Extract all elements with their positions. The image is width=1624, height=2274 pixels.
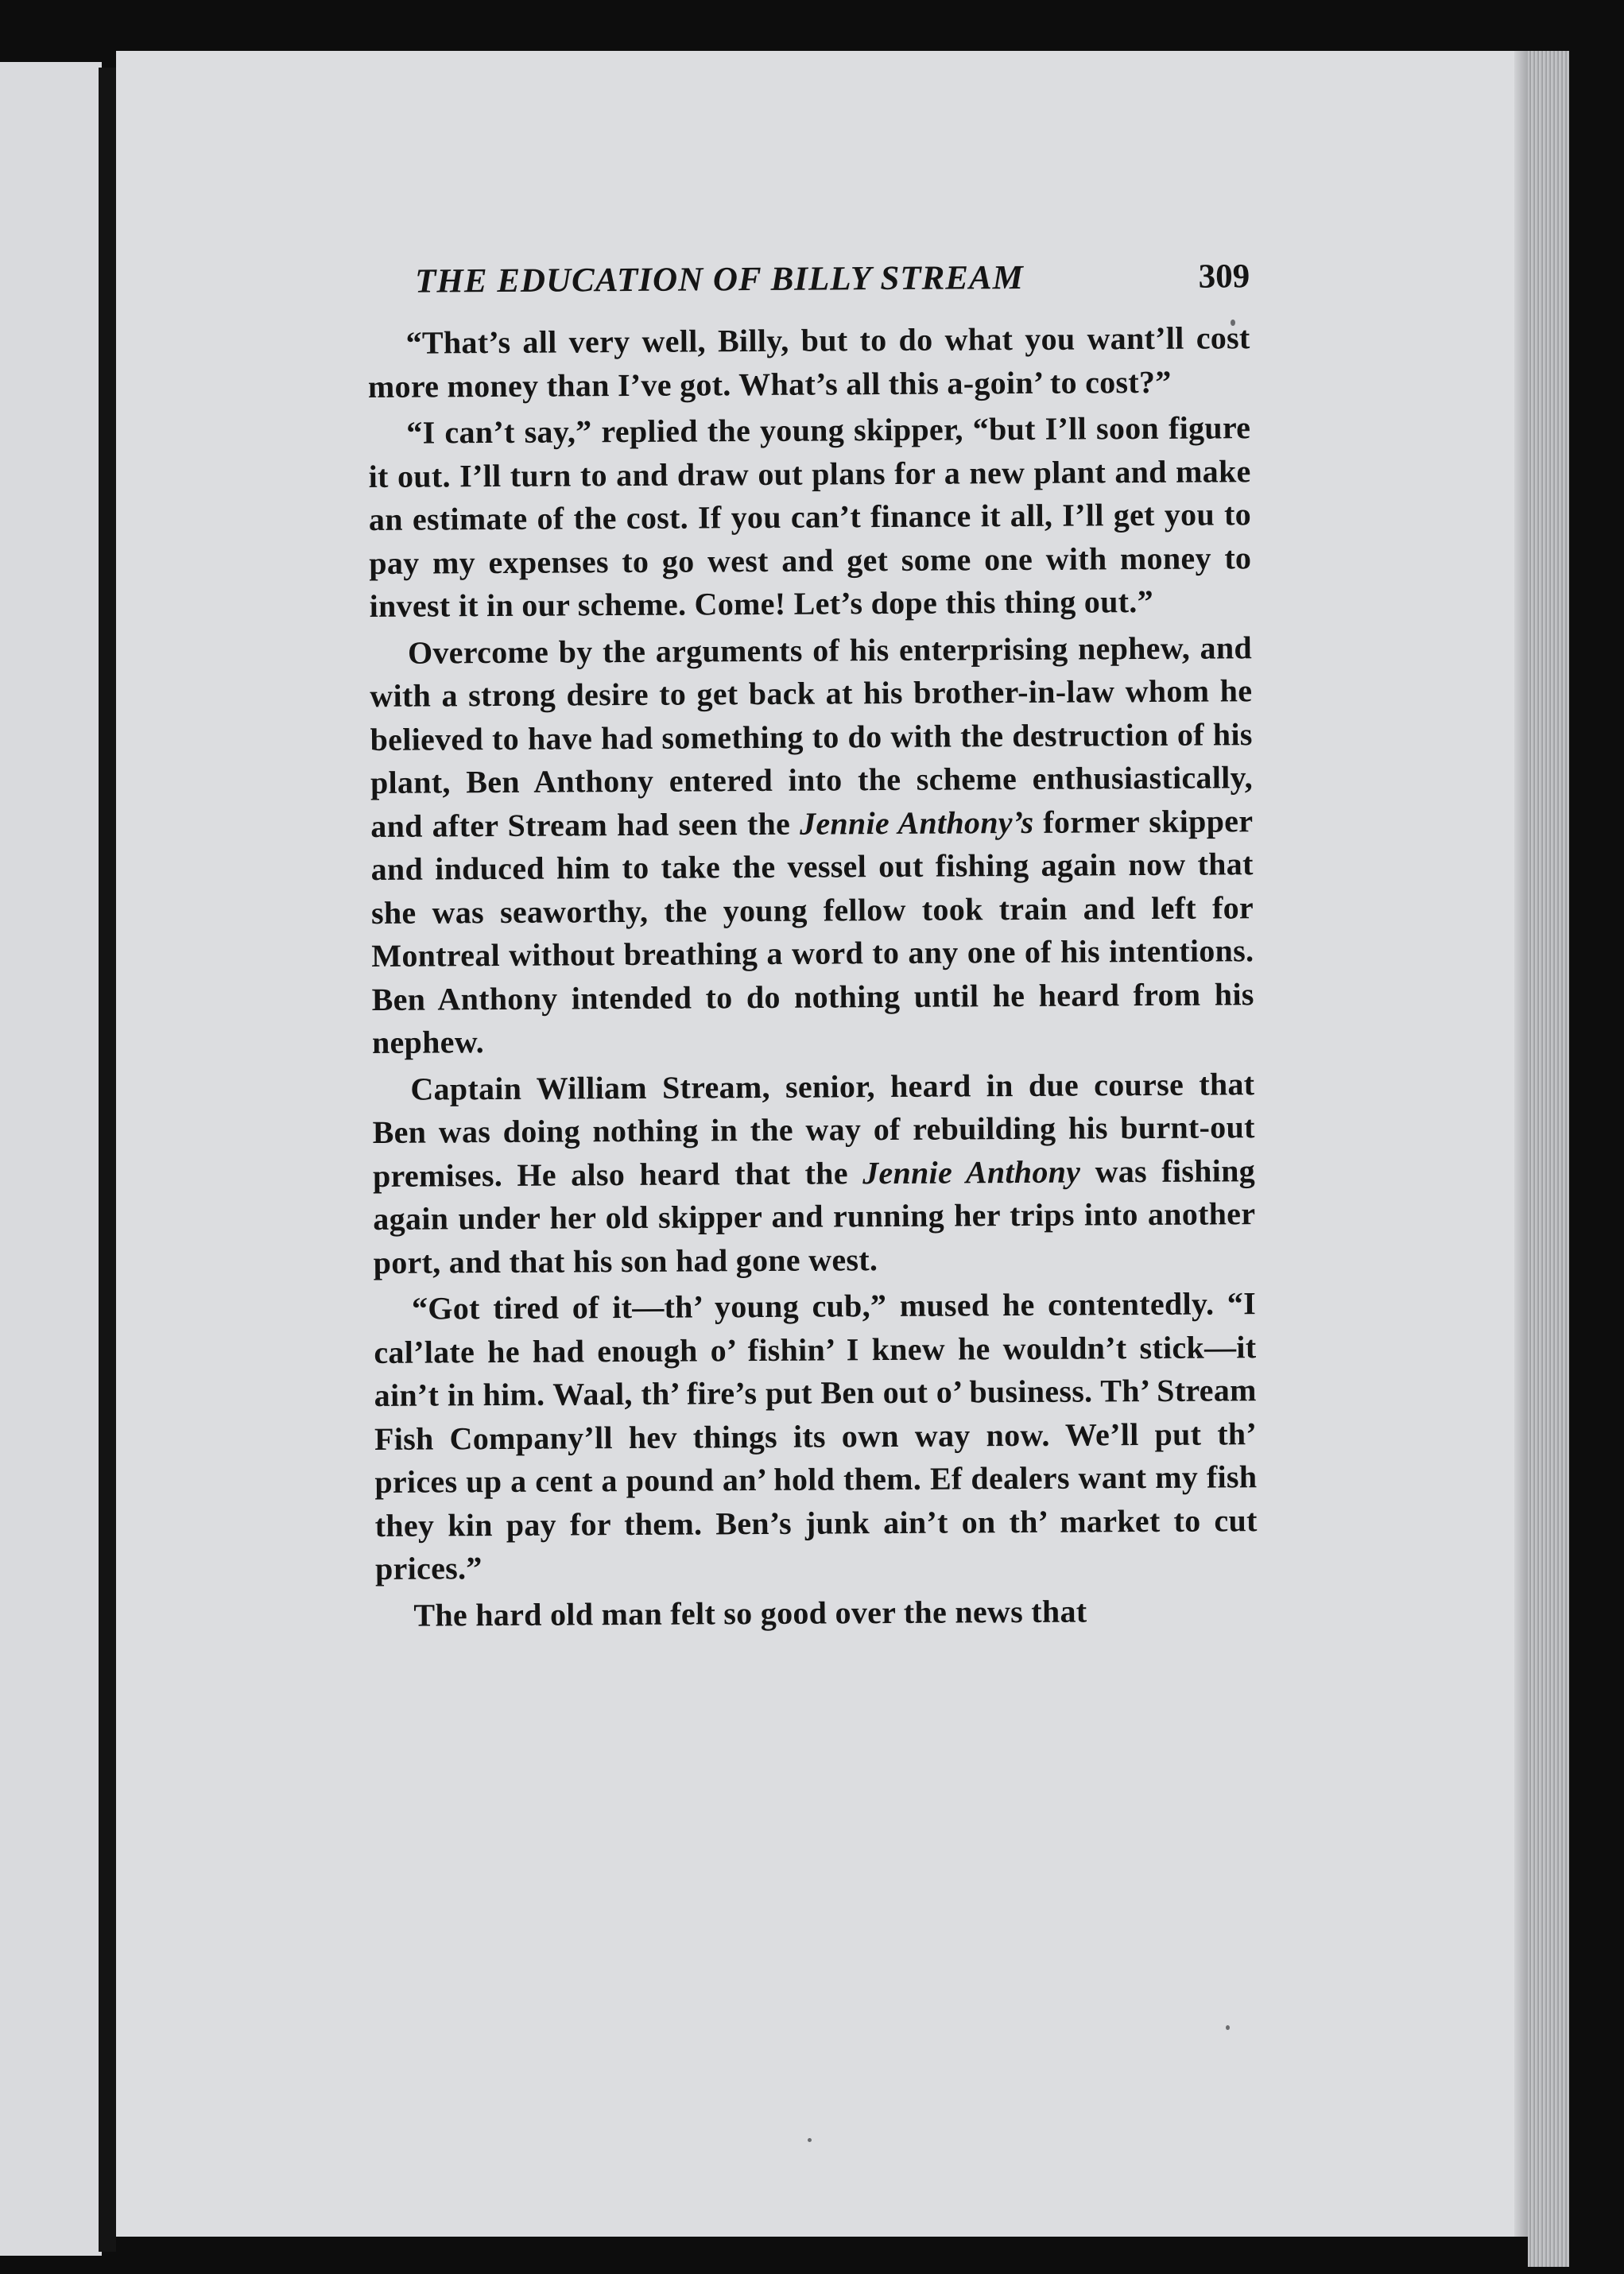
italic-ship-name: Jennie Anthony — [862, 1153, 1081, 1191]
paragraph: Captain William Stream, senior, heard in due course that Ben was doing nothing in the way of rebuilding his burnt-out premises. He also heard that the Jennie Anthony was fishing again under her old skipper and running her trips into another port, and that his son had gone west. — [372, 1065, 1256, 1280]
book-gutter — [99, 68, 116, 2252]
paragraph: The hard old man felt so good over the news that — [413, 1593, 1087, 1633]
paragraph: “Got tired of it—th’ young cub,” mused he contentedly. “I cal’late he had enough o’ fishin’ I knew he wouldn’t stick—it ain’t in him. Waal, th’ fire’s put Ben out o’ business. Th’ Stream Fish Company’ll hev things its own way now. We’ll put th’ prices up a cent a pound an’ hold them. Ef dealers want my fish they kin pay for them. Ben’s junk ain’t on th’ market to cut prices.” — [374, 1285, 1258, 1586]
running-header — [367, 257, 1250, 322]
page-number: 309 — [1198, 258, 1250, 296]
scan-speck — [1226, 2025, 1230, 2030]
scan-speck — [808, 2138, 812, 2142]
paragraph: Overcome by the arguments of his enterprising nephew, and with a strong desire to get back at his brother-in-law whom he believed to have had something to do with the destruction of his plant, Ben Anthony entered into the scheme enthusiastically, and after Stream had seen the Jennie Anthony’s former skipper and induced him to take the vessel out fishing again now that she was seaworthy, the young fellow took train and left for Montreal without breathing a word to any one of his intentions. Ben Anthony intended to do nothing until he heard from his nephew. — [370, 629, 1254, 1060]
left-page-edge — [0, 62, 102, 2256]
italic-ship-name: Jennie Anthony’s — [799, 804, 1034, 842]
page-stack-edges — [1528, 51, 1569, 2267]
paragraph: “I can’t say,” replied the young skipper, “but I’ll soon figure it out. I’ll turn to and draw out plans for a new plant and make an estimate of the cost. If you can’t finance it all, I’ll get you to pay my expenses to go west and get some one with money to invest it in our scheme. Come! Let’s dope this thing out.” — [368, 409, 1252, 624]
paragraph: “That’s all very well, Billy, but to do what you want’ll cost more money than I’ve got. What’s all this a-goin’ to cost?” — [367, 320, 1250, 405]
running-header-title: THE EDUCATION OF BILLY STREAM — [415, 258, 1024, 300]
page-text-block — [367, 257, 1258, 1637]
